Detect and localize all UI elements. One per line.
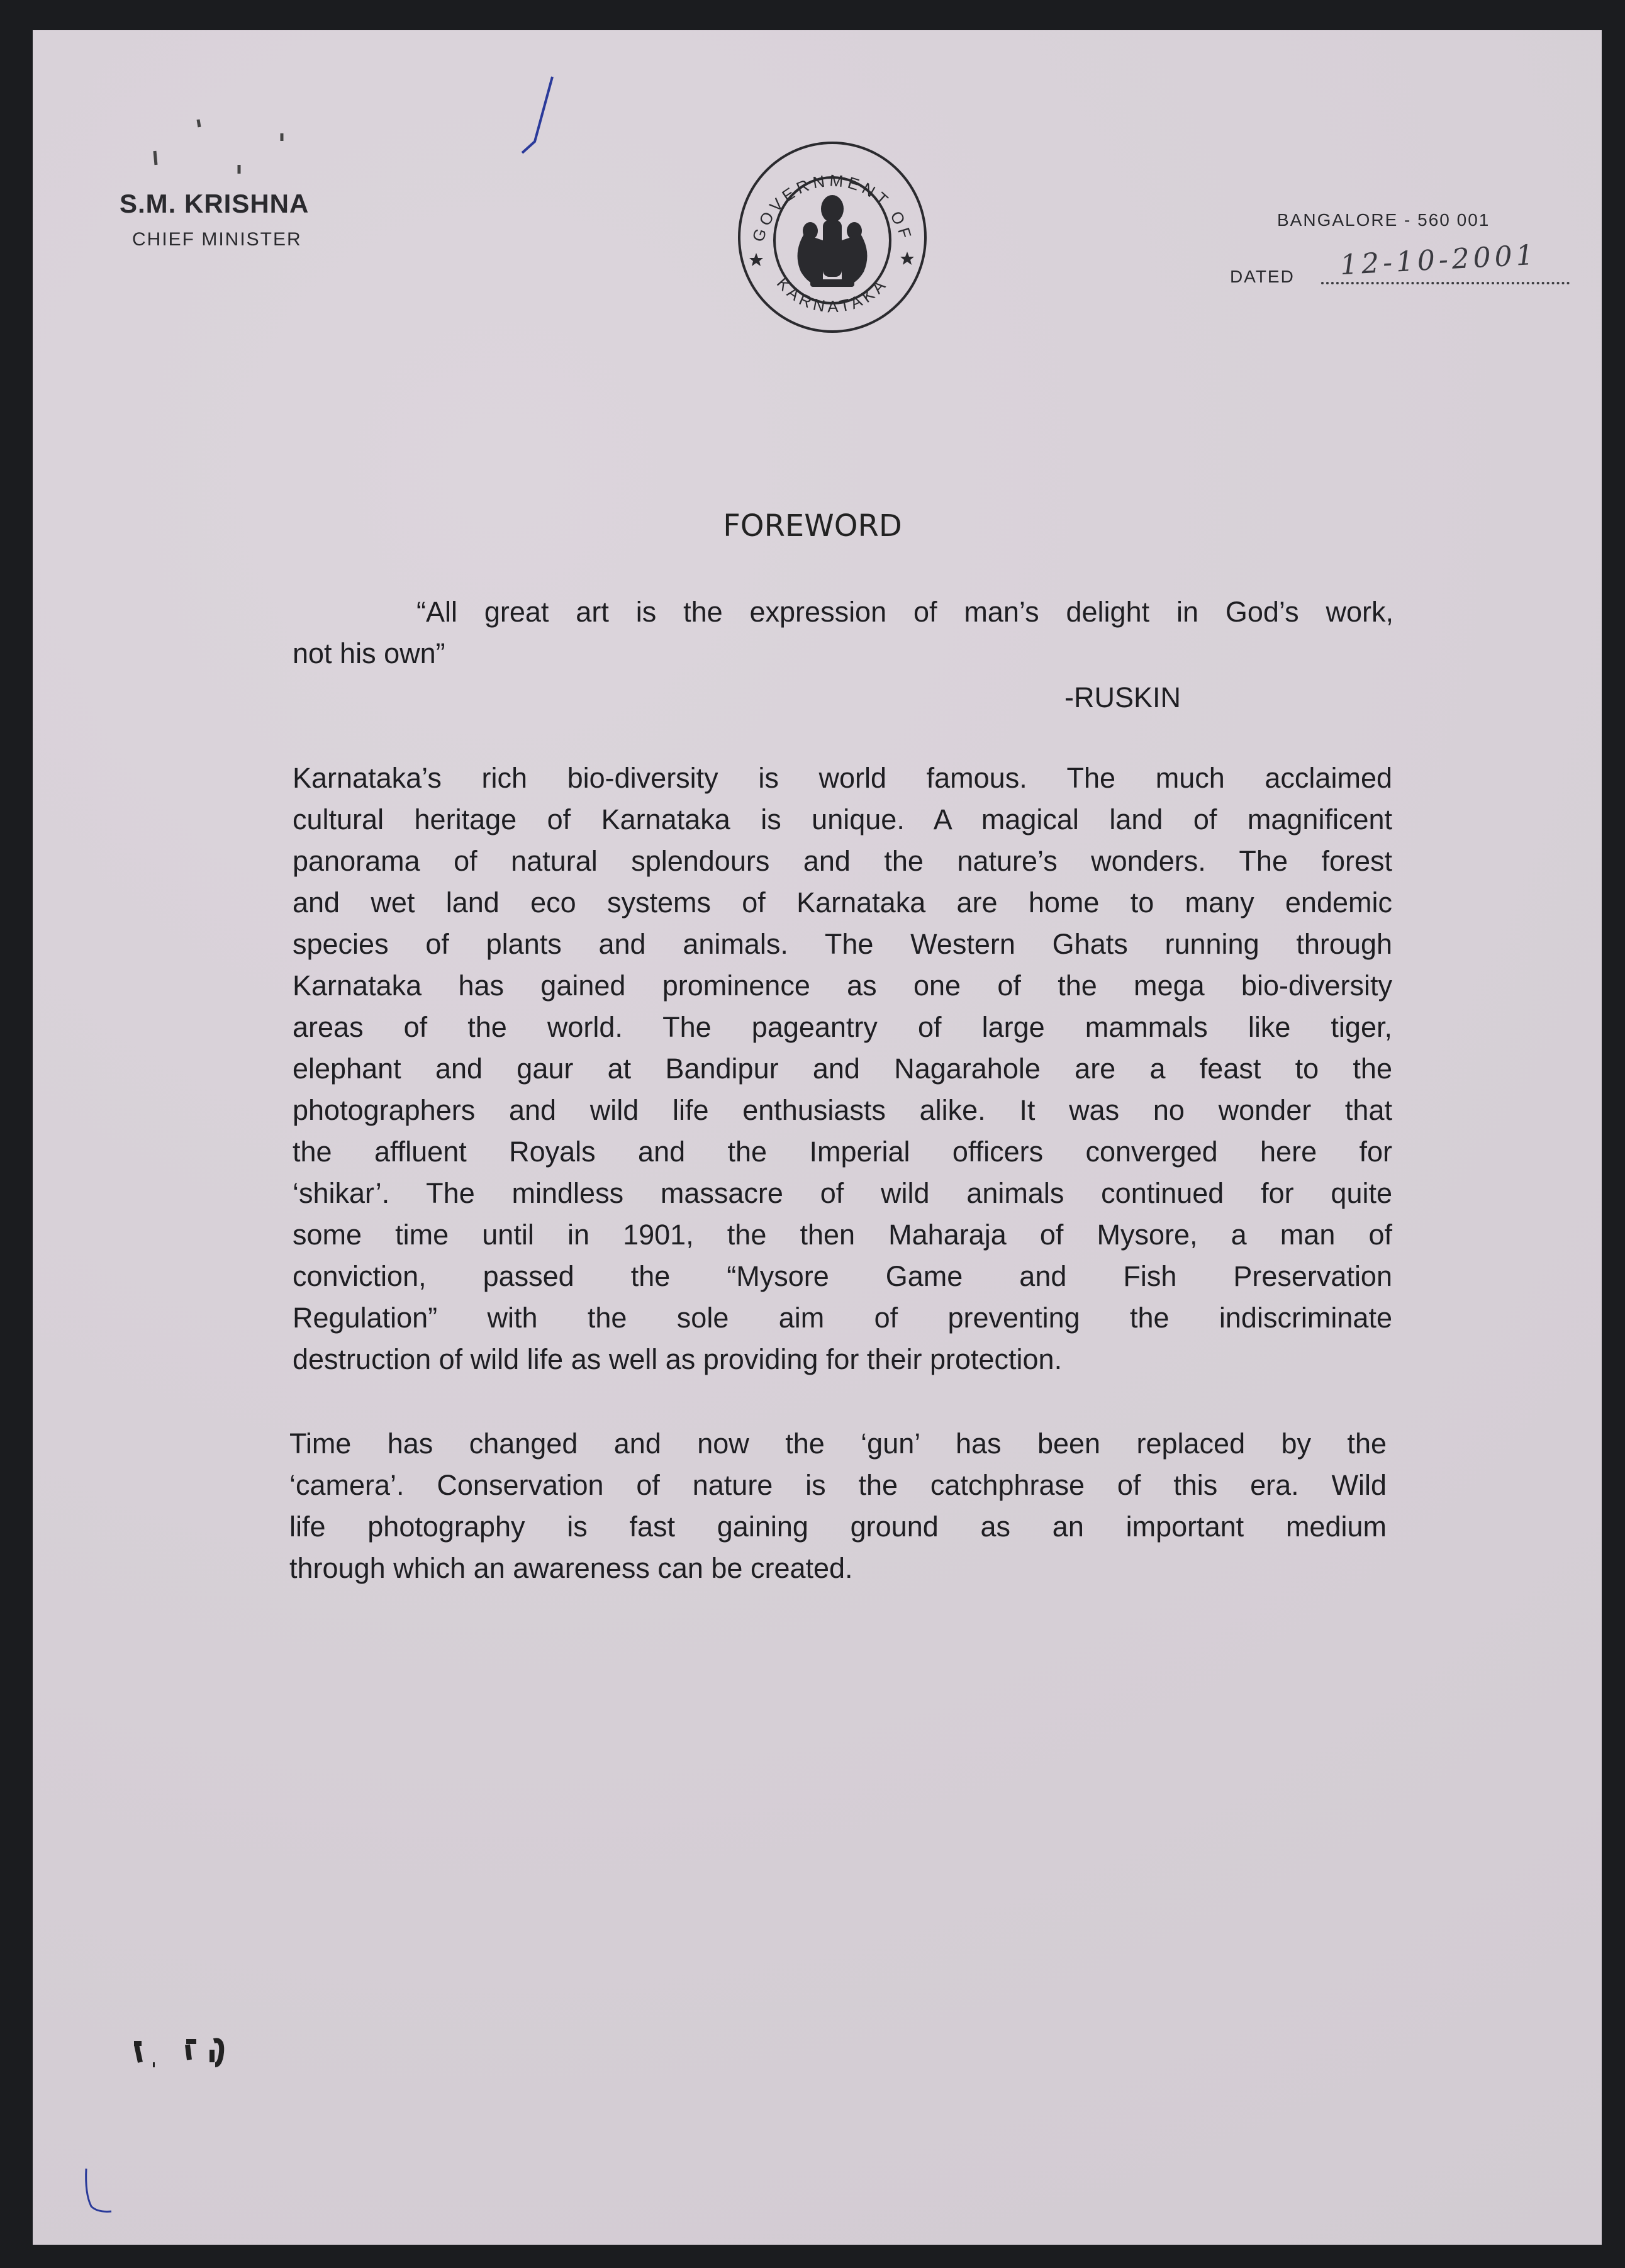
paragraph-line: photographers and wild life enthusiasts alike. It was no wonder that	[293, 1094, 1392, 1126]
staple-holes	[155, 120, 282, 174]
paragraph-line: the affluent Royals and the Imperial officers converged here for	[293, 1136, 1392, 1168]
date-line	[1321, 282, 1570, 284]
quote-line: not his own”	[293, 637, 445, 669]
paragraph-line: conviction, passed the “Mysore Game and Fish Preservation	[293, 1260, 1392, 1292]
paragraph-line: and wet land eco systems of Karnataka are home to many endemic	[293, 886, 1392, 919]
sender-name: S.M. KRISHNA	[120, 189, 310, 218]
paragraph-line: elephant and gaur at Bandipur and Nagarahole are a feast to the	[293, 1053, 1392, 1085]
paragraph-1	[293, 757, 1392, 1380]
address-city: BANGALORE - 560 001	[1277, 210, 1490, 230]
paragraph-2	[289, 1423, 1387, 1589]
paragraph-line: life photography is fast gaining ground as an important medium	[289, 1511, 1387, 1543]
paragraph-line: cultural heritage of Karnataka is unique. A magical land of magnificent	[293, 803, 1392, 835]
quote-author: -RUSKIN	[1064, 681, 1181, 713]
pen-mark-corner	[86, 2169, 111, 2211]
paragraph-line: ‘camera’. Conservation of nature is the catchphrase of this era. Wild	[289, 1469, 1387, 1501]
epigraph-quote	[293, 591, 1393, 674]
paragraph-line: Time has changed and now the ‘gun’ has been replaced by the	[289, 1427, 1387, 1460]
paragraph-line: species of plants and animals. The Western Ghats running through	[293, 928, 1392, 960]
paragraph-line: Karnataka has gained prominence as one of the mega bio-diversity	[293, 969, 1392, 1002]
paragraph-line: ‘shikar’. The mindless massacre of wild animals continued for quite	[293, 1177, 1392, 1209]
stamp-mark	[134, 2040, 221, 2065]
tick-mark	[522, 77, 552, 153]
paragraph-line: Karnataka’s rich bio-diversity is world famous. The much acclaimed	[293, 762, 1392, 794]
seal-text-bottom: KARNATAKA	[773, 273, 892, 316]
dated-label: DATED	[1230, 267, 1295, 286]
paragraph-line: some time until in 1901, the then Maharaja of Mysore, a man of	[293, 1219, 1392, 1251]
lion-emblem-icon	[798, 195, 868, 287]
paragraph-line: panorama of natural splendours and the nature’s wonders. The forest	[293, 845, 1392, 877]
seal-text-top: GOVERNMENT OF	[748, 170, 917, 244]
sender-designation: CHIEF MINISTER	[132, 229, 302, 250]
paragraph-line: areas of the world. The pageantry of large mammals like tiger,	[293, 1011, 1392, 1043]
handwritten-date: 12-10-2001	[1339, 238, 1538, 282]
foreword-heading: FOREWORD	[723, 508, 902, 544]
paragraph-line: through which an awareness can be created.	[289, 1552, 853, 1584]
quote-line: “All great art is the expression of man’s delight in God’s work,	[416, 596, 1393, 628]
paragraph-line: Regulation” with the sole aim of preventing the indiscriminate	[293, 1302, 1392, 1334]
paragraph-line: destruction of wild life as well as providing for their protection.	[293, 1343, 1063, 1375]
government-seal-emblem	[735, 140, 930, 335]
